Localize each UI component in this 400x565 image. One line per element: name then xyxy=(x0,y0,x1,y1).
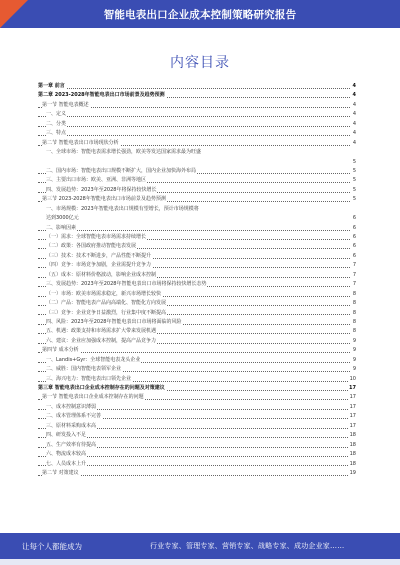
footer-tagline: 行业专家、管理专家、营销专家、战略专家、成功企业家…… xyxy=(150,542,345,550)
toc-entry-page: 18 xyxy=(349,441,356,450)
footer-edge xyxy=(0,559,400,565)
toc-entry-page: 4 xyxy=(352,82,356,91)
toc-entry-page: 17 xyxy=(349,422,356,431)
toc-leader-dots xyxy=(38,116,350,117)
toc-entry-page: 18 xyxy=(349,450,356,459)
toc-entry-label xyxy=(46,159,47,165)
toc-entry-label: 三、特点 xyxy=(46,130,67,137)
toc-entry[interactable] xyxy=(38,242,356,251)
toc-entry[interactable] xyxy=(38,252,356,261)
toc-entry[interactable] xyxy=(38,186,356,195)
toc-entry[interactable] xyxy=(38,224,356,233)
toc-entry[interactable] xyxy=(38,309,356,318)
toc-entry-label: 第二节 对策建议 xyxy=(42,469,79,476)
toc-entry[interactable] xyxy=(38,384,356,393)
toc-entry[interactable] xyxy=(38,450,356,459)
toc-entry-label: （二）产品：智能电表产品向高端化、智能化方向发展 xyxy=(46,300,167,307)
toc-entry[interactable] xyxy=(38,460,356,469)
toc-entry-page: 5 xyxy=(352,158,356,167)
toc-entry-page: 6 xyxy=(352,252,356,261)
toc-entry-page: 6 xyxy=(352,242,356,251)
toc-entry-page: 9 xyxy=(352,337,356,346)
toc-entry-label: 二、威胜：国内智能电表领军企业 xyxy=(46,366,122,373)
toc-entry[interactable] xyxy=(38,158,356,167)
toc-entry-page: 9 xyxy=(352,365,356,374)
toc-entry-page: 6 xyxy=(352,214,356,223)
toc-entry[interactable] xyxy=(38,271,356,280)
toc-entry[interactable] xyxy=(38,91,356,100)
toc-entry-label: 一、市场规模：2023年智能电表出口规模有望增长，预计市场规模将 xyxy=(46,205,199,212)
toc-entry[interactable] xyxy=(38,299,356,308)
toc-entry-page: 17 xyxy=(349,403,356,412)
toc-entry-label: 二、成本管理体系不完善 xyxy=(46,413,102,420)
toc-entry-page: 5 xyxy=(352,195,356,204)
toc-entry-label: 七、人员成本上升 xyxy=(46,460,87,467)
toc-entry-label: 一、成本控制意识薄弱 xyxy=(46,403,97,410)
toc-entry-label: 达到3000亿元 xyxy=(46,215,79,222)
toc-entry[interactable] xyxy=(38,327,356,336)
toc-entry[interactable] xyxy=(38,318,356,327)
toc-entry-label: 六、物流成本较高 xyxy=(46,451,87,458)
toc-entry[interactable] xyxy=(38,431,356,440)
toc-entry-label: 第三节 2023-2028年智能电表出口市场前景及趋势预测 xyxy=(42,196,166,203)
toc-entry[interactable] xyxy=(38,422,356,431)
toc-entry-page: 4 xyxy=(352,91,356,100)
toc-entry-label: 五、机遇：政策支持和市场需求扩大带来发展机遇 xyxy=(46,328,157,335)
toc-entry-label: 一、Landis+Gyr：全球智能电表龙头企业 xyxy=(46,356,141,363)
footer-slogan: 让每个人都能成为 xyxy=(22,542,82,551)
report-title: 智能电表出口企业成本控制策略研究报告 xyxy=(103,9,297,21)
toc-entry-page: 8 xyxy=(352,318,356,327)
toc-entry[interactable] xyxy=(38,82,356,91)
toc-entry[interactable] xyxy=(38,469,356,478)
toc-entry-page: 10 xyxy=(349,375,356,384)
toc-leader-dots xyxy=(38,475,350,476)
toc-entry-label: 二、影响因素 xyxy=(46,224,77,231)
toc-entry-page: 4 xyxy=(352,129,356,138)
toc-entry[interactable] xyxy=(38,214,356,223)
toc-entry-page: 8 xyxy=(352,327,356,336)
toc-entry-label: 三、主要出口市场：欧美、亚洲、非洲等地区 xyxy=(46,177,147,184)
toc-entry-label: 二、分类 xyxy=(46,120,67,127)
toc-entry[interactable] xyxy=(38,441,356,450)
toc-entry-label: 第二节 智能电表出口市场现状分析 xyxy=(42,139,119,146)
toc-entry-page: 4 xyxy=(352,110,356,119)
toc-entry[interactable] xyxy=(38,129,356,138)
toc-entry[interactable] xyxy=(38,120,356,129)
toc-entry-page: 18 xyxy=(349,431,356,440)
toc-entry-page: 17 xyxy=(349,393,356,402)
toc-entry-label: 第一节 智能电表概述 xyxy=(42,101,89,108)
toc-entry[interactable] xyxy=(38,176,356,185)
toc-entry-page: 8 xyxy=(352,299,356,308)
toc-entry[interactable] xyxy=(38,195,356,204)
toc-entry-label: 第四节 成本分析 xyxy=(42,347,79,354)
toc-entry[interactable] xyxy=(38,412,356,421)
toc-entry-page: 4 xyxy=(352,139,356,148)
toc-entry-label: 四、研发投入不足 xyxy=(46,432,87,439)
toc-entry[interactable] xyxy=(38,148,356,157)
toc-entry-page: 8 xyxy=(352,290,356,299)
toc-entry-page: 9 xyxy=(352,356,356,365)
table-of-contents xyxy=(38,82,356,478)
toc-entry[interactable] xyxy=(38,101,356,110)
toc-entry-label: 第一章 前言 xyxy=(38,83,65,89)
toc-entry-page: 6 xyxy=(352,224,356,233)
toc-entry[interactable] xyxy=(38,375,356,384)
toc-entry-page: 18 xyxy=(349,460,356,469)
toc-entry[interactable] xyxy=(38,290,356,299)
toc-entry[interactable] xyxy=(38,233,356,242)
toc-entry-label: （五）成本：原材料价格波动，影响企业成本控制 xyxy=(46,271,157,278)
toc-entry-label: （四）竞争：市场竞争加剧，企业需提升竞争力 xyxy=(46,262,152,269)
toc-entry-label: 一、定义 xyxy=(46,111,67,118)
toc-entry-page: 7 xyxy=(352,261,356,270)
toc-entry-label: （二）政策：各国政府推动智能电表发展 xyxy=(46,243,137,250)
toc-entry-label: （一）需求：全球智能电表市场需求持续增长 xyxy=(46,234,147,240)
toc-entry-label: 一、全球市场：智能电表需求增长强劲，欧美等发达国家需求最为旺盛 xyxy=(46,149,202,156)
toc-entry-label: （三）技术：技术不断进步，产品性能不断提升 xyxy=(46,252,152,259)
toc-entry-page: 5 xyxy=(352,176,356,185)
toc-entry-label: 四、发展趋势：2023年至2028年将保持较快增长 xyxy=(46,186,157,193)
toc-entry-page: 8 xyxy=(352,309,356,318)
toc-entry-label: （三）竞争：企业竞争日益激烈，行业集中度不断提高 xyxy=(46,309,167,316)
toc-entry[interactable] xyxy=(38,365,356,374)
toc-entry-page: 17 xyxy=(348,384,356,393)
toc-entry-page: 5 xyxy=(352,167,356,176)
toc-entry[interactable] xyxy=(38,167,356,176)
toc-entry-label: 第二章 2023-2028年智能电表出口市场前景及趋势预测 xyxy=(38,92,165,99)
toc-entry-label: 二、国内市场：智能电表出口规模不断扩大，国内企业加快海外布局 xyxy=(46,167,197,174)
toc-entry-page: 17 xyxy=(349,412,356,421)
toc-entry-label: 六、建议：企业应加强成本控制，提高产品竞争力 xyxy=(46,337,157,344)
toc-entry-page: 4 xyxy=(352,101,356,110)
toc-entry[interactable] xyxy=(38,139,356,148)
toc-entry[interactable] xyxy=(38,403,356,412)
toc-entry-label: （一）市场：欧美市场需求稳定，新兴市场增长较快 xyxy=(46,290,162,297)
toc-entry-page: 7 xyxy=(352,271,356,280)
toc-leader-dots xyxy=(38,88,350,89)
toc-entry-page: 5 xyxy=(352,186,356,195)
toc-entry-label: 五、生产效率有待提高 xyxy=(46,441,97,448)
toc-entry[interactable] xyxy=(38,346,356,355)
toc-entry[interactable] xyxy=(38,110,356,119)
toc-entry-page: 19 xyxy=(349,469,356,478)
toc-entry[interactable] xyxy=(38,280,356,289)
toc-leader-dots xyxy=(38,126,350,127)
toc-entry-label: 第三章 智能电表出口企业成本控制存在的问题及对策建议 xyxy=(38,385,165,391)
toc-entry[interactable] xyxy=(38,393,356,402)
toc-entry[interactable] xyxy=(38,356,356,365)
toc-entry-page: 4 xyxy=(352,120,356,129)
toc-title: 内容目录 xyxy=(170,55,230,71)
toc-leader-dots xyxy=(38,135,350,136)
toc-entry[interactable] xyxy=(38,261,356,270)
toc-entry-label: 三、海兴电力：智能电表出口领先企业 xyxy=(46,375,132,382)
toc-entry-page: 9 xyxy=(352,346,356,355)
toc-entry-label: 三、原材料采购成本高 xyxy=(46,422,97,429)
toc-entry-label: 三、发展趋势：2023年至2028年智能电表出口市场将保持较快增长态势 xyxy=(46,281,207,288)
toc-entry-label: 四、风险：2023年至2028年智能电表出口市场将面临的风险 xyxy=(46,318,182,325)
toc-entry-page: 7 xyxy=(352,280,356,289)
toc-entry[interactable] xyxy=(38,337,356,346)
toc-entry-page: 6 xyxy=(352,233,356,242)
toc-leader-dots xyxy=(38,352,350,353)
toc-leader-dots xyxy=(38,230,350,231)
toc-entry[interactable] xyxy=(38,205,356,214)
toc-entry-label: 第一节 智能电表出口企业成本控制存在的问题 xyxy=(42,394,144,401)
